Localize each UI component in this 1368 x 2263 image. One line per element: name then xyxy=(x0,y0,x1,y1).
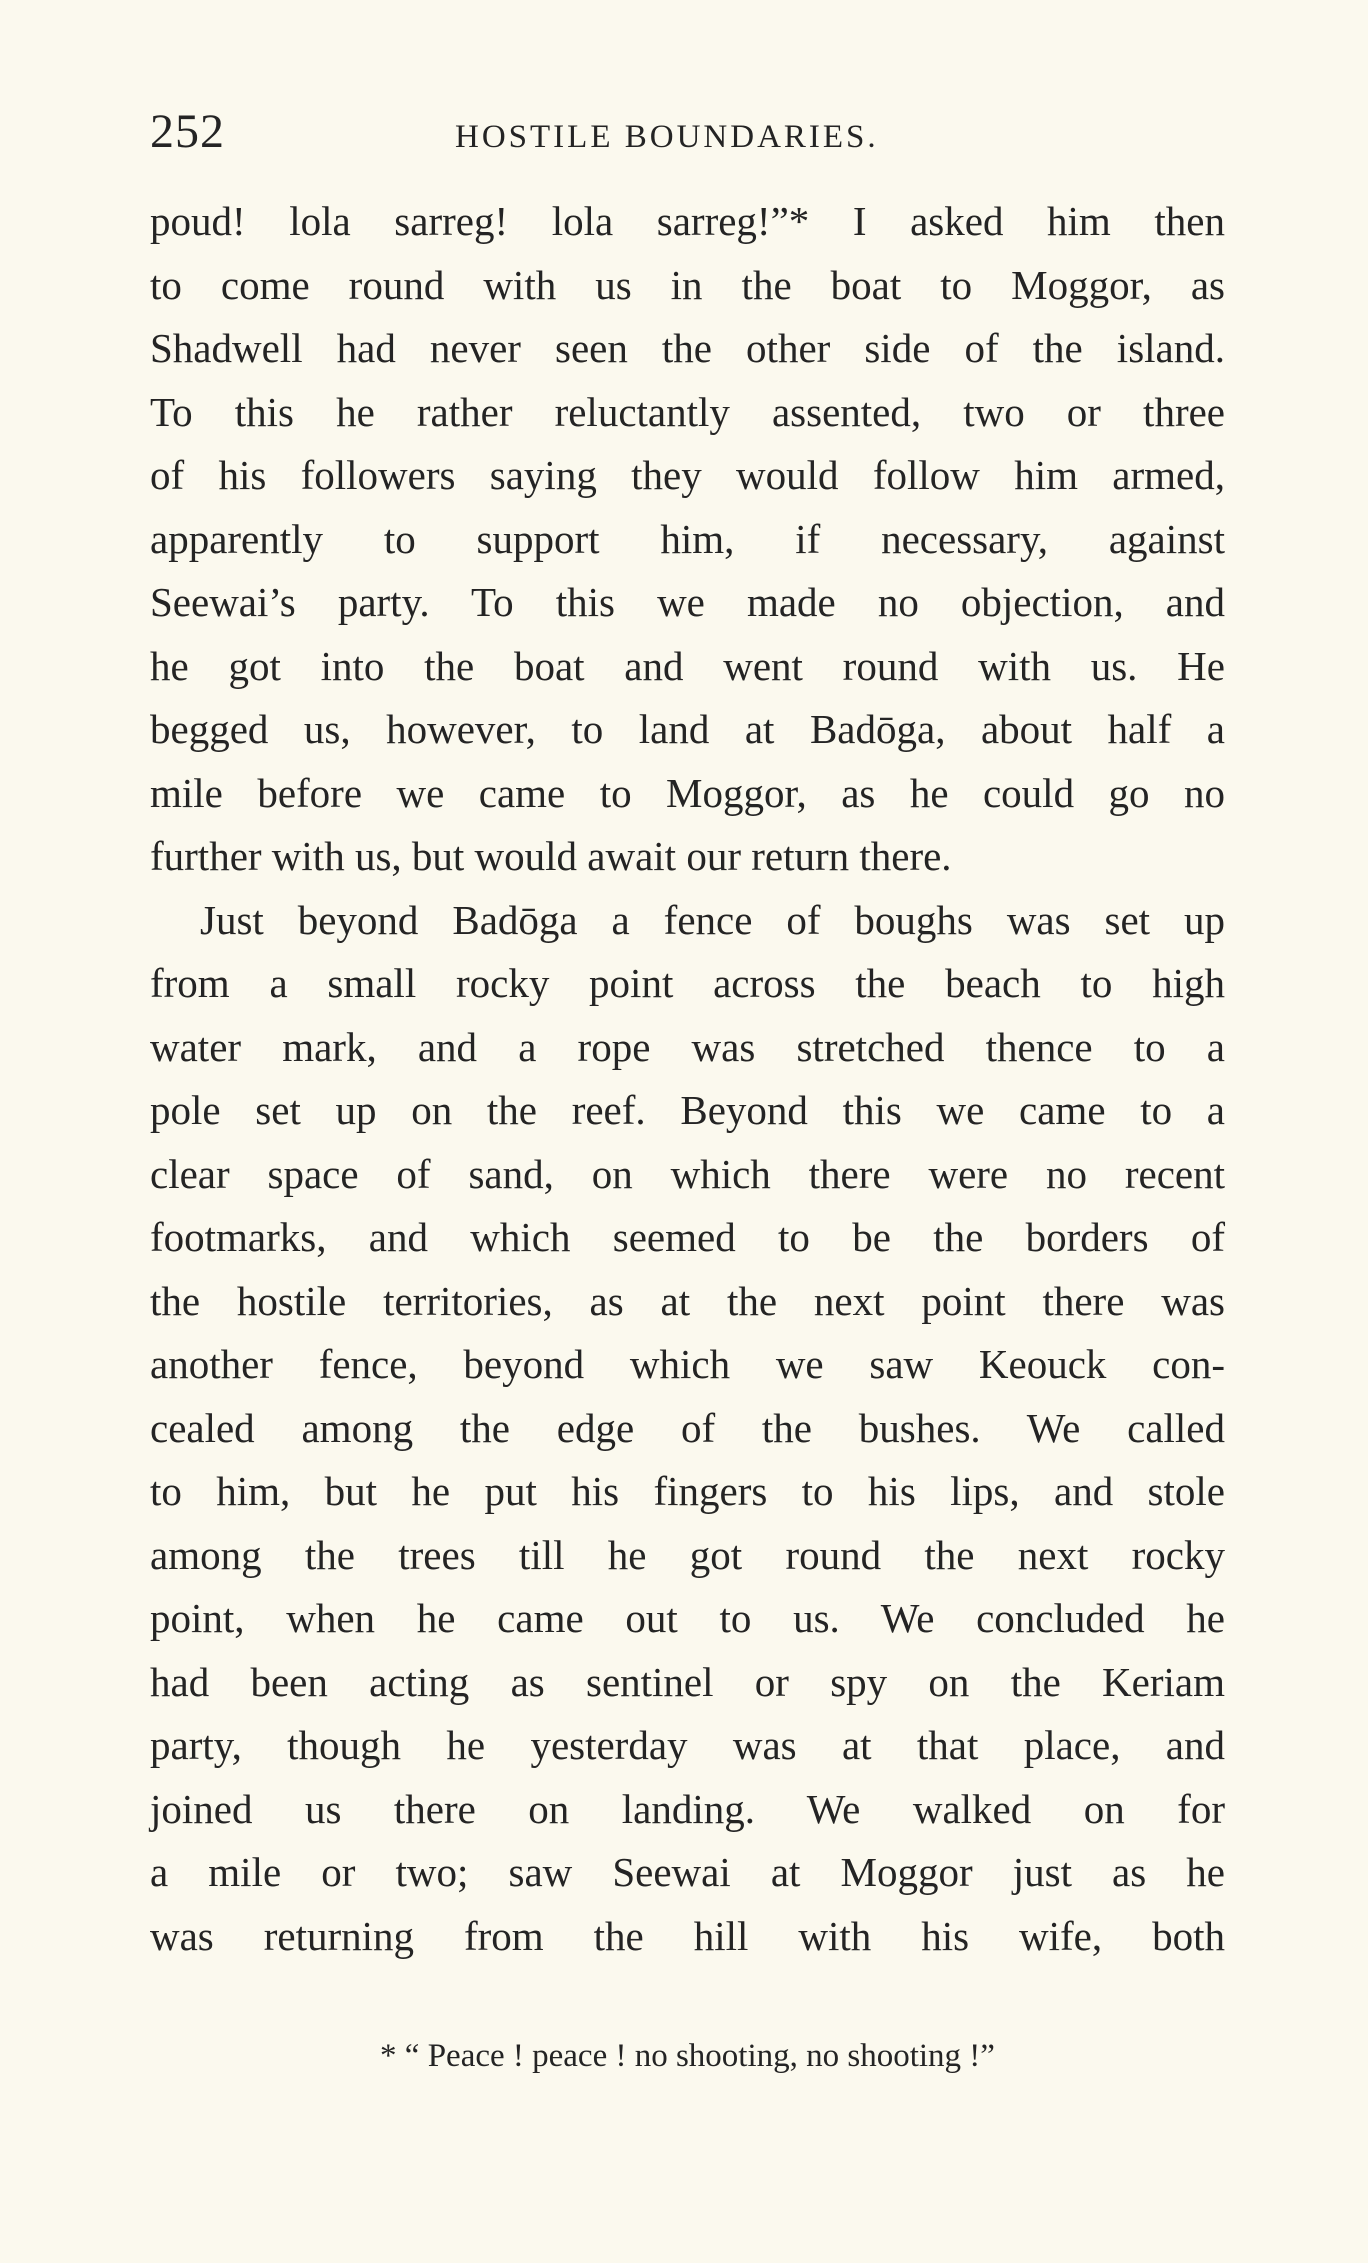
text-line: a mile or two; saw Seewai at Moggor just as he xyxy=(150,1849,1225,1895)
text-line: further with us, but would await our return there. xyxy=(150,833,952,879)
text-line: had been acting as sentinel or spy on the Keriam xyxy=(150,1658,1225,1705)
text-line: apparently to support him, if necessary, against xyxy=(150,515,1225,562)
text-line: of his followers saying they would follow him armed, xyxy=(150,452,1225,498)
text-line: Just beyond Badōga a fence of boughs was set up xyxy=(200,896,1225,943)
text-line: cealed among the edge of the bushes. We called xyxy=(150,1404,1225,1451)
text-line: was returning from the hill with his wife, both xyxy=(150,1912,1225,1959)
text-line: Shadwell had never seen the other side of the island. xyxy=(150,325,1225,371)
text-line: mile before we came to Moggor, as he could go no xyxy=(150,769,1225,816)
footnote: * “ Peace ! peace ! no shooting, no shooting !” xyxy=(380,2038,995,2074)
text-line: begged us, however, to land at Badōga, about half a xyxy=(150,706,1225,752)
text-line: the hostile territories, as at the next point there was xyxy=(150,1277,1225,1324)
text-line: water mark, and a rope was stretched thence to a xyxy=(150,1023,1225,1070)
page-number: 252 xyxy=(150,105,225,158)
text-line: another fence, beyond which we saw Keouck con- xyxy=(150,1341,1225,1387)
text-line: point, when he came out to us. We concluded he xyxy=(150,1595,1225,1641)
text-line: he got into the boat and went round with us. He xyxy=(150,642,1225,689)
text-line: party, though he yesterday was at that place, and xyxy=(150,1722,1225,1768)
text-line: Seewai’s party. To this we made no objection, and xyxy=(150,579,1225,625)
body-text xyxy=(150,190,1225,1968)
text-line: footmarks, and which seemed to be the borders of xyxy=(150,1214,1225,1260)
text-line: to come round with us in the boat to Moggor, as xyxy=(150,261,1225,308)
text-line: poud! lola sarreg! lola sarreg!”* I asked him then xyxy=(150,198,1225,244)
running-title: HOSTILE BOUNDARIES. xyxy=(455,119,879,155)
text-line: pole set up on the reef. Beyond this we came to a xyxy=(150,1087,1225,1133)
text-line: among the trees till he got round the next rocky xyxy=(150,1531,1225,1578)
text-line: To this he rather reluctantly assented, two or three xyxy=(150,388,1225,435)
text-line: to him, but he put his fingers to his lips, and stole xyxy=(150,1468,1225,1514)
text-line: joined us there on landing. We walked on for xyxy=(150,1785,1225,1832)
text-line: from a small rocky point across the beach to high xyxy=(150,960,1225,1006)
text-line: clear space of sand, on which there were no recent xyxy=(150,1150,1225,1197)
